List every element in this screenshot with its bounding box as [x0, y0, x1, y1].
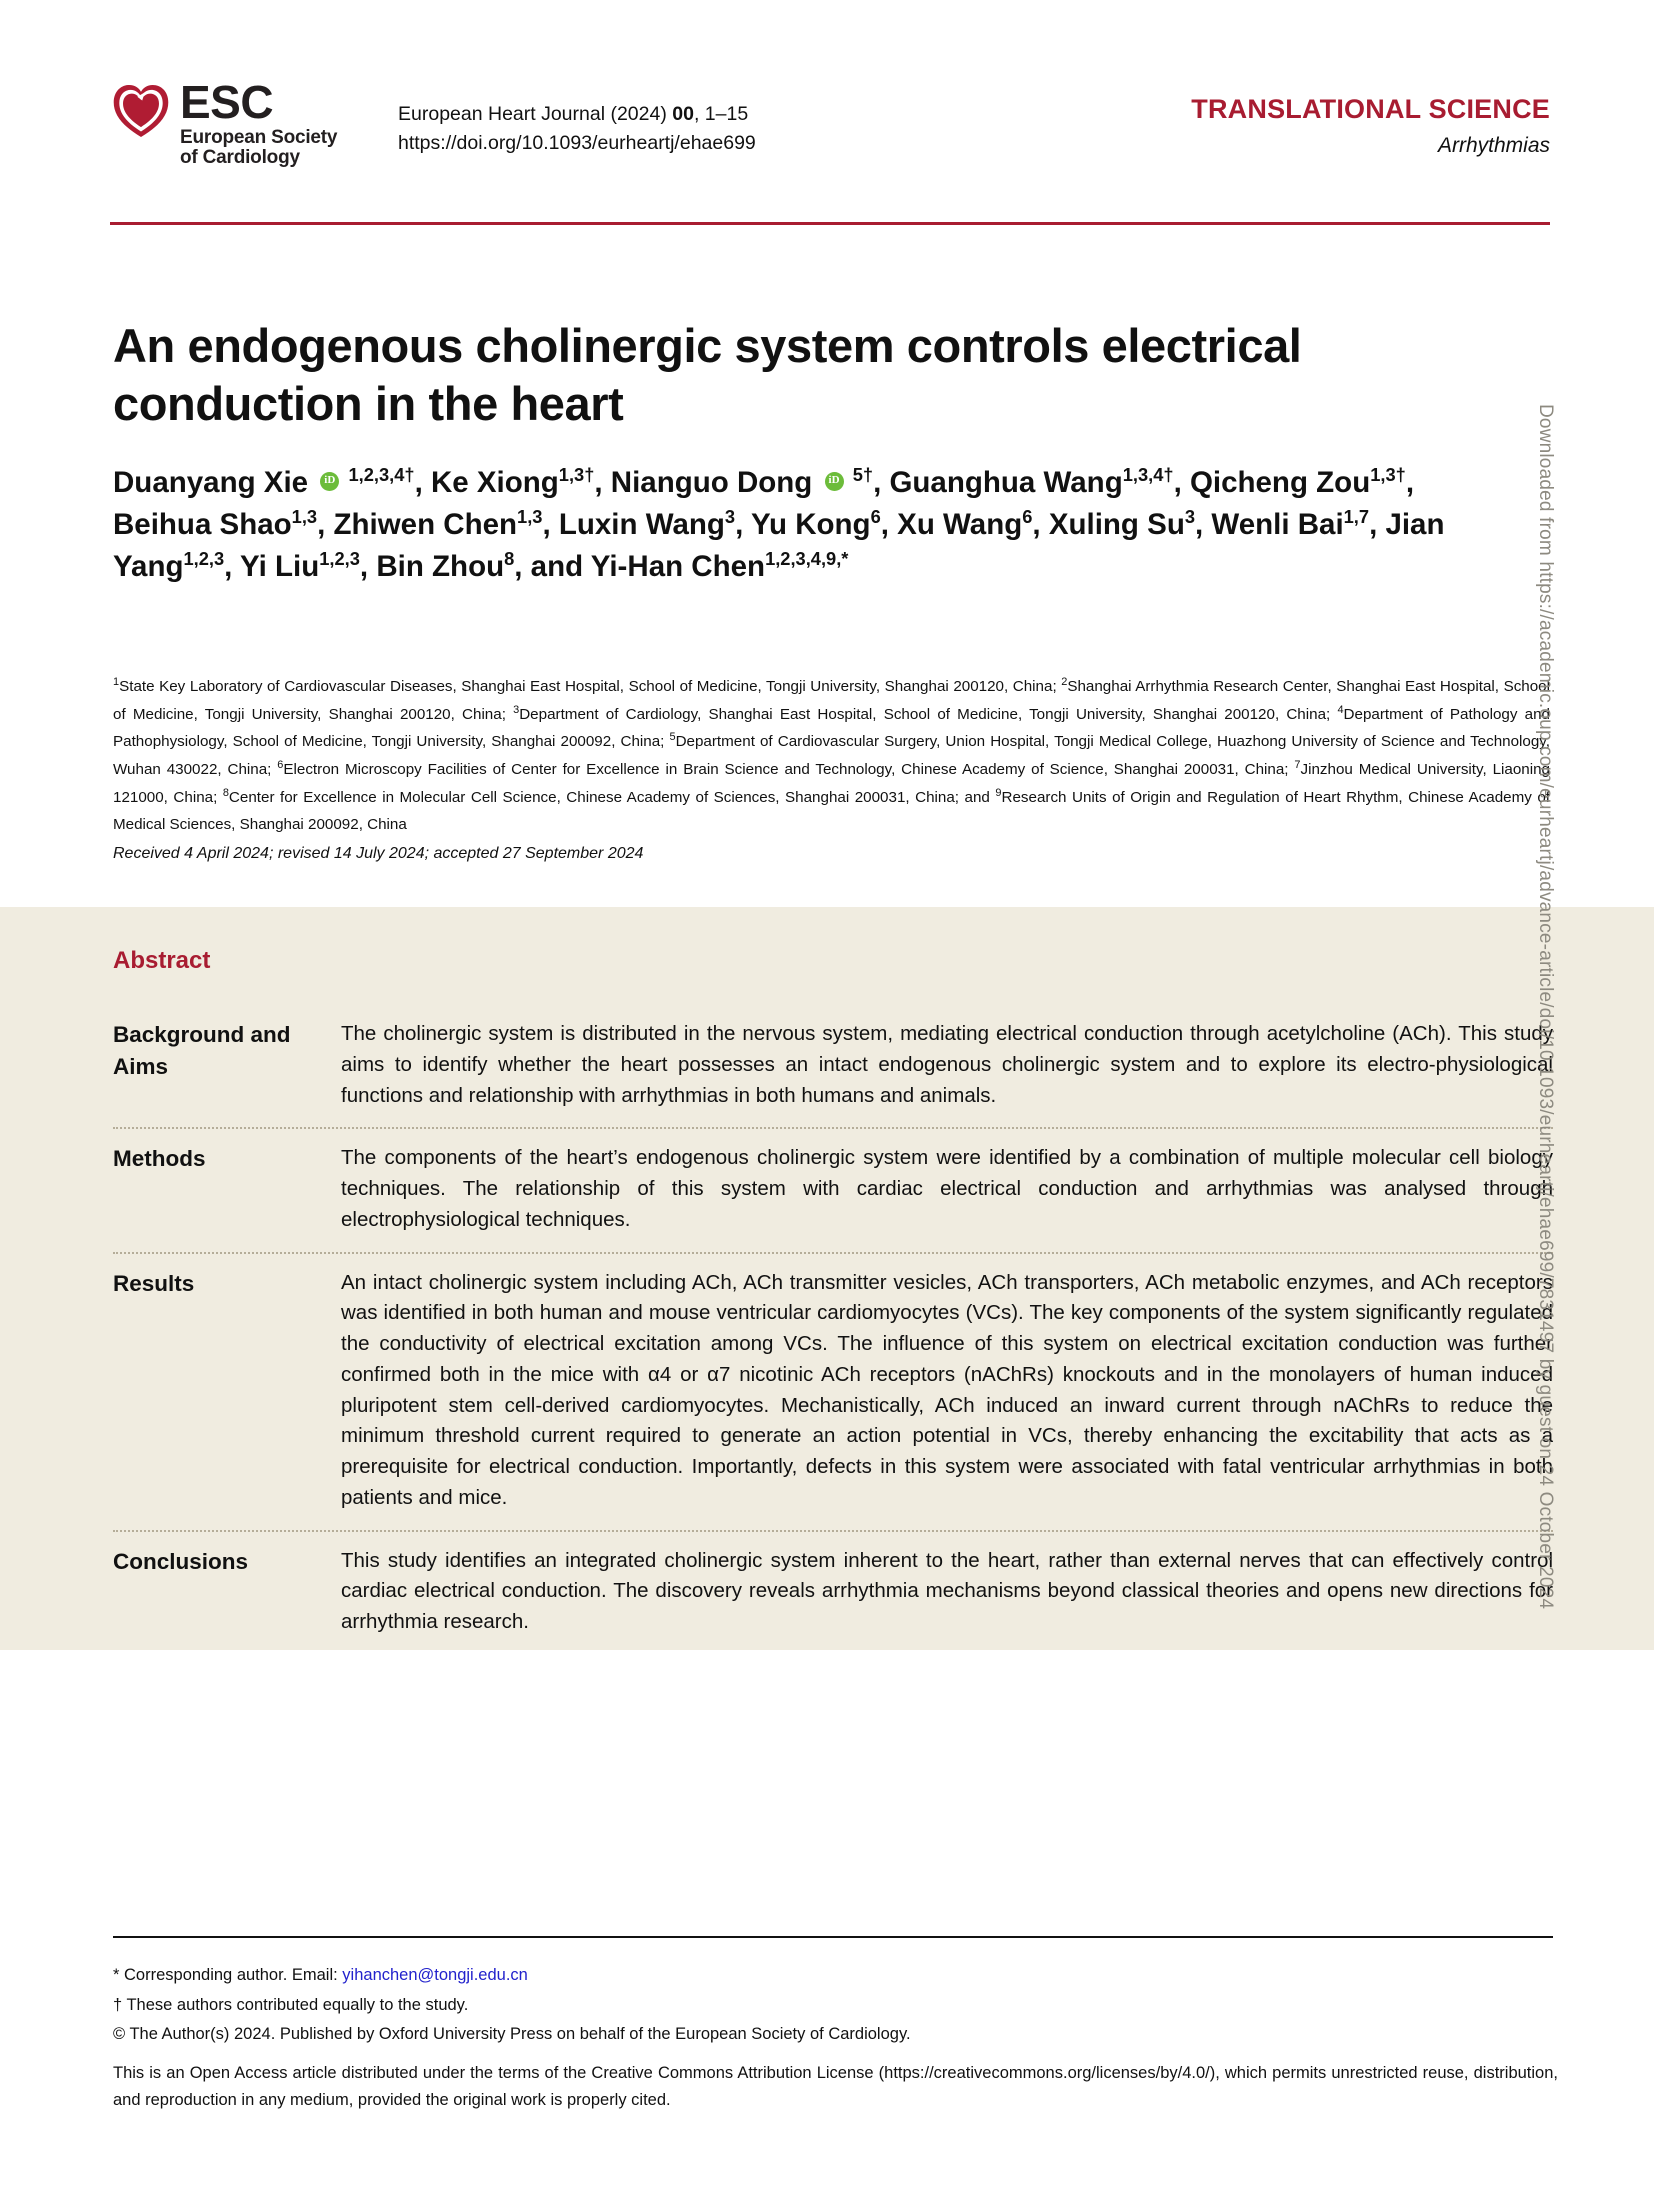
abstract-section — [113, 947, 1553, 1654]
footnotes — [113, 1962, 1558, 2114]
esc-name-line2: of Cardiology — [180, 147, 300, 169]
page-title: An endogenous cholinergic system controls electrical conduction in the heart — [113, 319, 1302, 430]
section-subtitle: Arrhythmias — [1437, 134, 1550, 157]
corresponding-author-note — [113, 1962, 1558, 1989]
abstract-row-text: The components of the heart’s endogenous cholinergic system were identified by a combination of multiple molecular cell biology techniques. The relationship of this system with cardiac electrical conduction and arrhythmias was analysed through electrophysiological techniques. — [341, 1146, 1553, 1231]
corresponding-author-email[interactable]: yihanchen@tongji.edu.cn — [342, 1966, 528, 1984]
abstract-row-label: Results — [113, 1270, 195, 1296]
masthead — [110, 78, 1550, 169]
abstract-row-label: Conclusions — [113, 1548, 249, 1574]
journal-name: European Heart Journal (2024) — [398, 103, 673, 125]
author-list: Duanyang Xie iD $^{1,2,3,4\dagger}$, Ke Xiong$^{1,3\dagger}$, Nianguo Dong iD $^{5\dagger}$, Guanghua Wang$^{1,3,4\dagger}$, Qicheng Zou$^{1,3\dagger}$, Beihua Shao$^{1,3}$, Zhiwen Chen$^{1,3}$, Luxin Wang$^3$, Yu Kong$^6$, Xu Wang$^6$, Xuling Su$^3$, Wenli Bai$^{1,7}$, Jian Yang$^{1,2,3}$, Yi Liu$^{1,2,3}$, Bin Zhou$^8$, and Yi-Han Chen$^{1,2,3,4,9,*}$ — [113, 462, 1473, 588]
abstract-heading: Abstract — [113, 947, 211, 974]
article-history: Received 4 April 2024; revised 14 July 2024; accepted 27 September 2024 — [113, 845, 644, 862]
corresponding-author-prefix: * Corresponding author. Email: — [113, 1966, 343, 1984]
section-title: TRANSLATIONAL SCIENCE — [1191, 94, 1550, 124]
footer-divider — [113, 1936, 1553, 1938]
affiliations: $^1$State Key Laboratory of Cardiovascular Diseases, Shanghai East Hospital, School of Medicine, Tongji University, Shanghai 200120, China; $^2$Shanghai Arrhythmia Research Center, Shanghai East Hospital, School of Medicine, Tongji University, Shanghai 200120, China; $^3$Department of Cardiology, Shanghai East Hospital, School of Medicine, Tongji University, Shanghai 200120, China; $^4$Department of Pathology and Pathophysiology, School of Medicine, Tongji University, Shanghai 200092, China; $^5$Department of Cardiovascular Surgery, Union Hospital, Tongji Medical College, Huazhong University of Science and Technology, Wuhan 430022, China; $^6$Electron Microscopy Facilities of Center for Excellence in Brain Science and Technology, Chinese Academy of Science, Shanghai 200031, China; $^7$Jinzhou Medical University, Liaoning 121000, China; $^8$Center for Excellence in Molecular Cell Science, Chinese Academy of Sciences, Shanghai 200031, China; and $^9$Research Units of Origin and Regulation of Heart Rhythm, Chinese Academy of Medical Sciences, Shanghai 200092, China — [113, 675, 1551, 834]
journal-citation — [398, 78, 756, 159]
orcid-icon[interactable] — [825, 472, 844, 491]
section-heading — [1191, 78, 1550, 158]
esc-logo — [110, 78, 380, 169]
abstract-row-text: An intact cholinergic system including ACh, ACh transmitter vesicles, ACh transporters, ACh metabolic enzymes, and ACh receptors was identified in both human and mouse ventricular cardiomyocytes (VCs). The key components of the system significantly regulated the conductivity of electrical excitation among VCs. The influence of this system on electrical excitation conduction was further confirmed both in the mice with α4 or α7 nicotinic ACh receptors (nAChRs) knockouts and in the monolayers of human induced pluripotent stem cell-derived cardiomyocytes. Mechanistically, ACh induced an inward current through nAChRs to reduce the minimum threshold current required to generate an action potential in VCs, thereby enhancing the excitability that acts as a prerequisite for electrical conduction. Importantly, defects in this system were associated with fatal ventricular arrhythmias in both patients and mice. — [341, 1270, 1553, 1509]
esc-heart-icon — [110, 80, 172, 142]
abstract-row — [113, 1252, 1553, 1530]
abstract-row-label: Methods — [113, 1146, 206, 1172]
orcid-icon[interactable] — [320, 472, 339, 491]
copyright-note: © The Author(s) 2024. Published by Oxford University Press on behalf of the European Society of Cardiology. — [113, 2025, 911, 2044]
license-note: This is an Open Access article distributed under the terms of the Creative Commons Attribution License (https://creativecommons.org/licenses/by/4.0/), which permits unrestricted reuse, distribution, and reproduction in any medium, provided the original work is properly cited. — [113, 2064, 1558, 2109]
abstract-row — [113, 1530, 1553, 1654]
journal-doi[interactable]: https://doi.org/10.1093/eurheartj/ehae699 — [398, 132, 756, 155]
journal-volume: 00 — [672, 103, 694, 125]
abstract-row-label: Background and Aims — [113, 1022, 291, 1079]
journal-pages: , 1–15 — [693, 103, 749, 125]
download-watermark: Downloaded from https://academic.oup.com/eurheartj/advance-article/doi/10.1093/eurheartj/ehae699/7831497 by guest on 24 October 2024 — [1535, 404, 1556, 1610]
esc-acronym: ESC — [180, 76, 274, 128]
masthead-divider — [110, 222, 1550, 225]
abstract-row — [113, 1005, 1553, 1127]
equal-contribution-note: † These authors contributed equally to the study. — [113, 1995, 469, 2014]
journal-name-line — [398, 100, 756, 129]
abstract-row — [113, 1127, 1553, 1251]
abstract-row-text: The cholinergic system is distributed in the nervous system, mediating electrical conduction through acetylcholine (ACh). This study aims to identify whether the heart possesses an intact endogenous cholinergic system and to explore its electro-physiological functions and relationship with arrhythmias in both humans and animals. — [341, 1022, 1553, 1107]
abstract-row-text: This study identifies an integrated cholinergic system inherent to the heart, rather than external nerves that can effectively control cardiac electrical conduction. The discovery reveals arrhythmia mechanisms beyond classical theories and opens new directions for arrhythmia research. — [341, 1548, 1553, 1633]
esc-name-line1: European Society — [180, 126, 338, 148]
